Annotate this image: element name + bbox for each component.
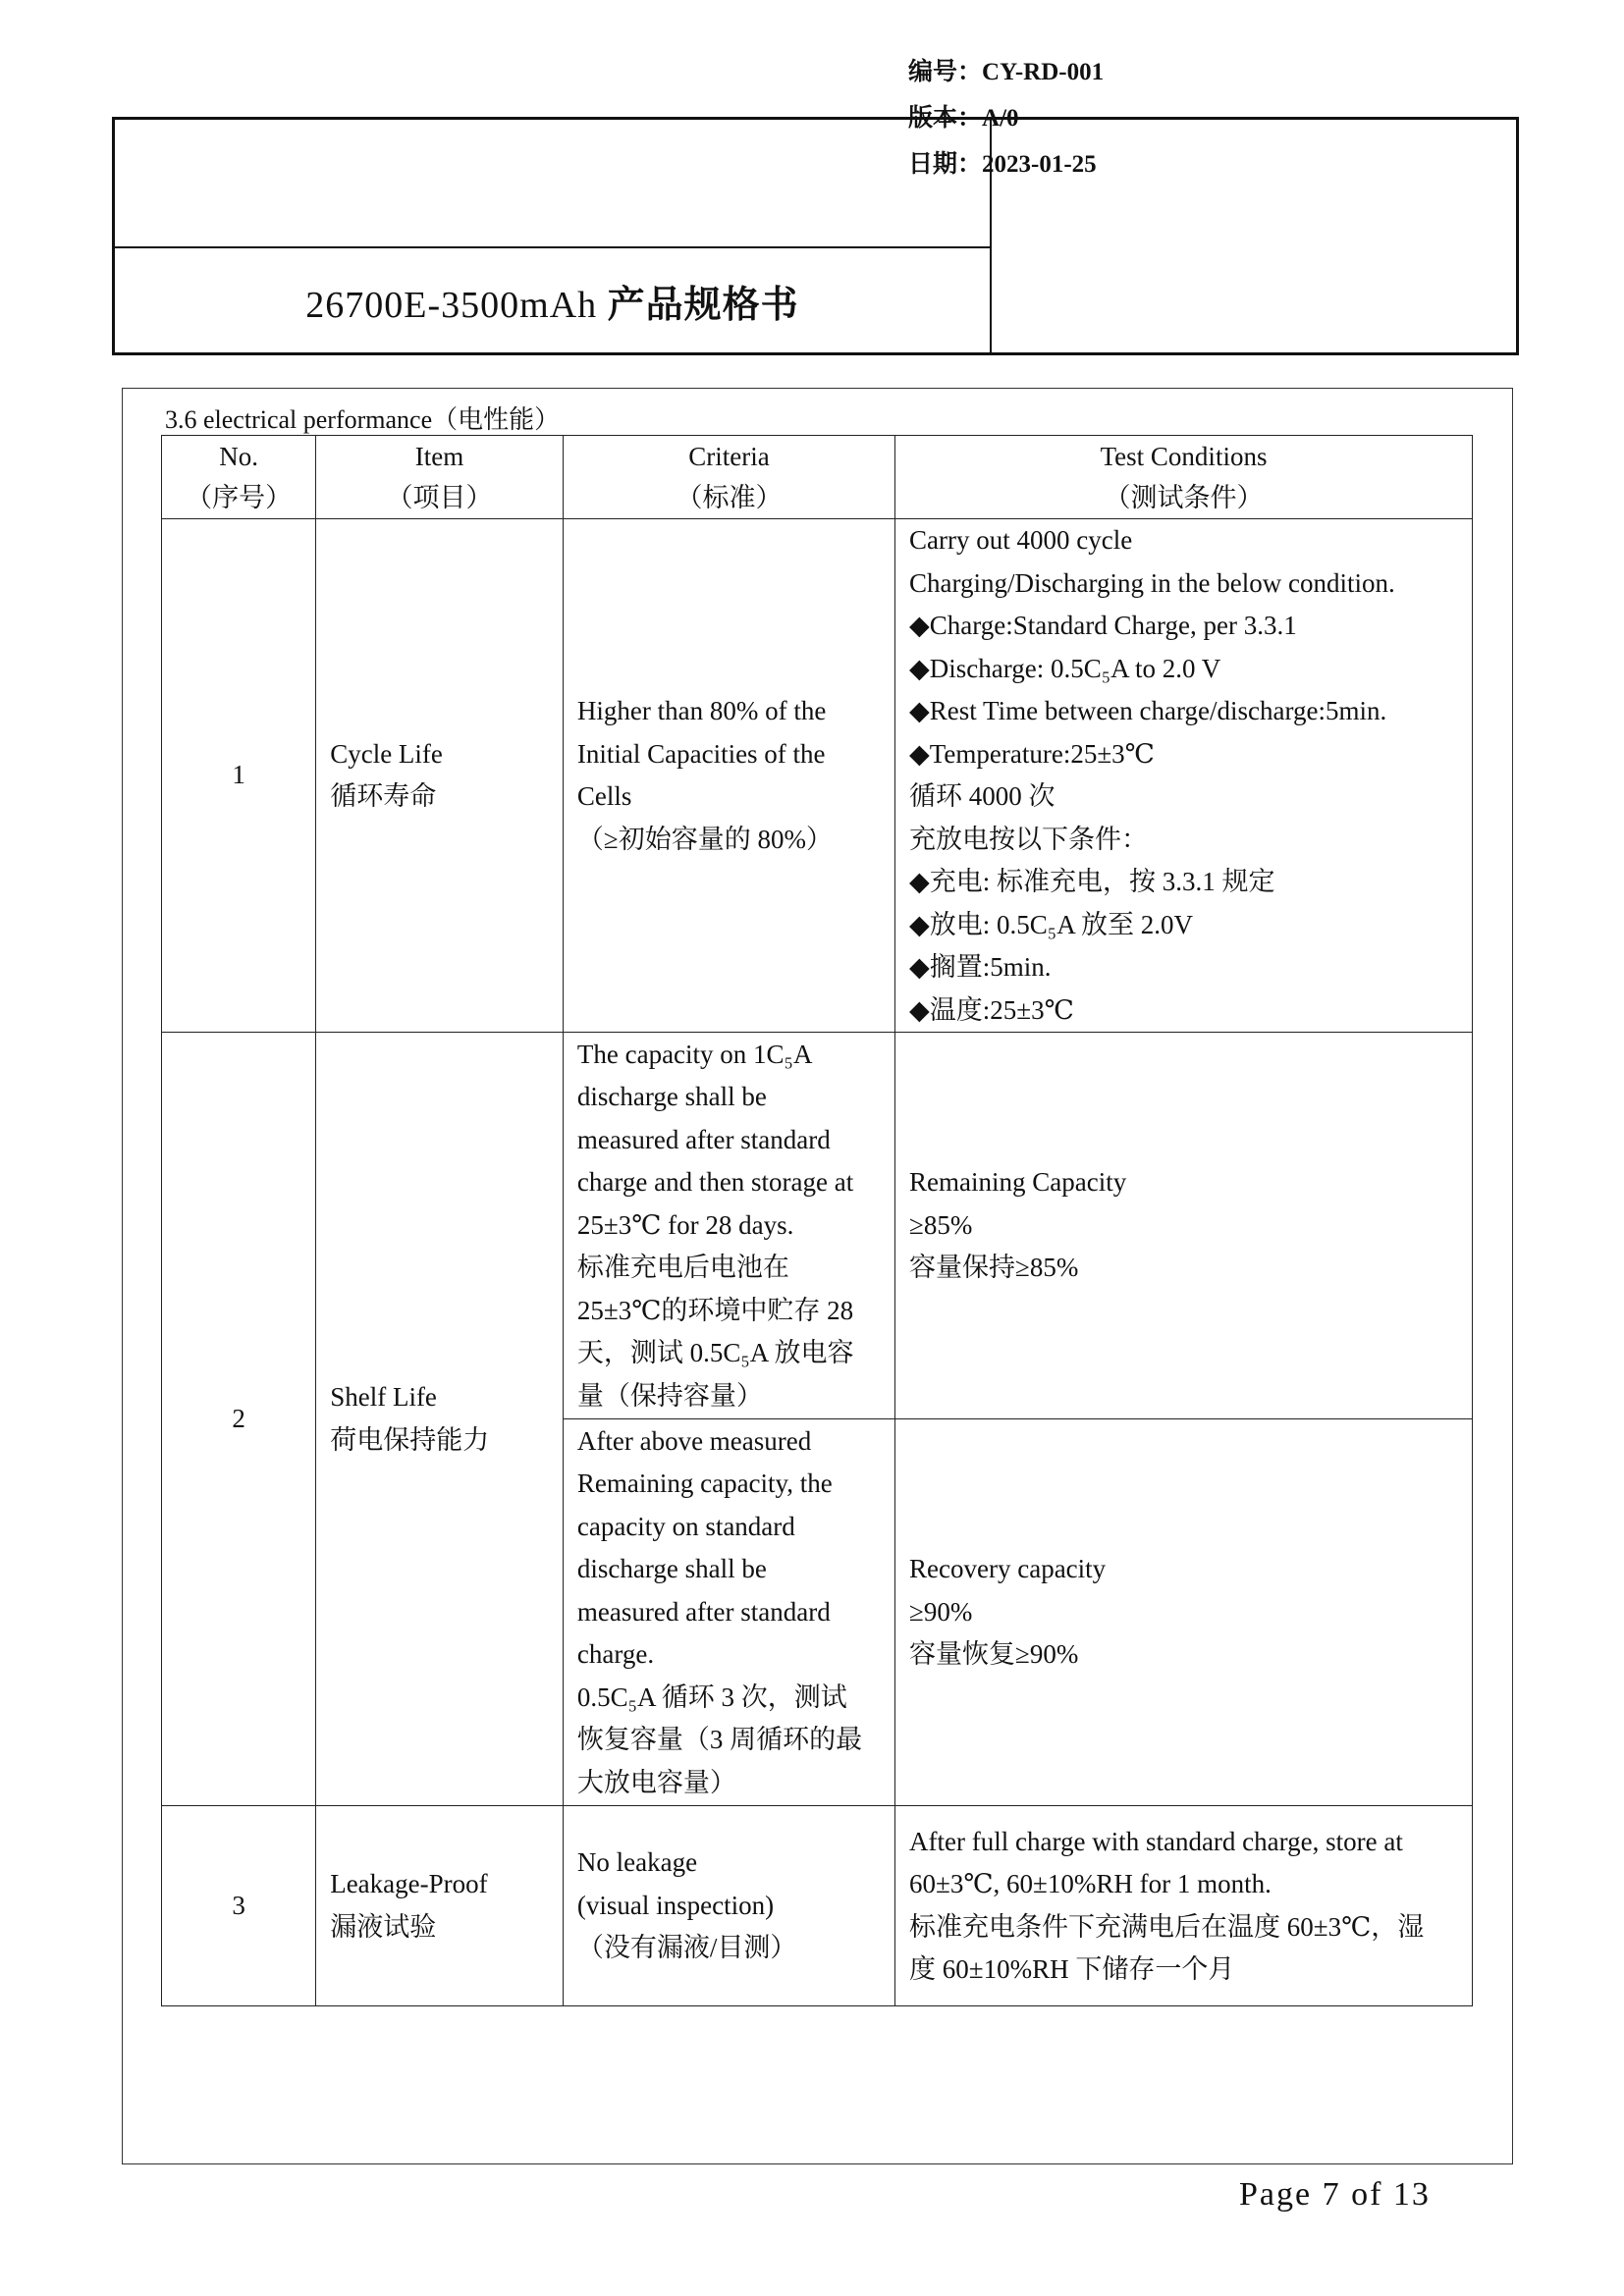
title-model: 26700E-3500mAh (305, 284, 598, 326)
row-conditions: Recovery capacity ≥90% 容量恢复≥90% (895, 1419, 1473, 1806)
doc-number: CY-RD-001 (982, 59, 1105, 85)
row-item: Shelf Life 荷电保持能力 (316, 1033, 564, 1806)
row-item: Cycle Life 循环寿命 (316, 519, 564, 1033)
electrical-performance-table (161, 435, 1473, 2006)
date-value: 2023-01-25 (982, 151, 1097, 178)
row-no: 2 (162, 1033, 316, 1806)
row-criteria: After above measured Remaining capacity, the capacity on standard discharge shall be measured after standard charge. 0.5C₅A 循环 3 次，测试 恢复容量（3 周循环的最 大放电容量） (563, 1419, 894, 1806)
version-label: 版本： (908, 105, 983, 132)
doc-number-label: 编号： (908, 59, 983, 85)
date-label: 日期： (908, 151, 983, 178)
row-conditions: Carry out 4000 cycle Charging/Discharging in the below condition. ◆Charge:Standard Charge, per 3.3.1 ◆Discharge: 0.5C₅A to 2.0 V ◆Rest Time between charge/discharge:5min. ◆Temperature:25±3℃ 循环 4000 次 充放电按以下条件： ◆充电: 标准充电，按 3.3.1 规定 ◆放电: 0.5C₅A 放至 2.0V ◆搁置:5min. ◆温度:25±3℃ (895, 519, 1473, 1033)
table-row (162, 1806, 1473, 2006)
title-chinese: 产品规格书 (607, 284, 799, 326)
row-criteria: Higher than 80% of the Initial Capacities of the Cells （≥初始容量的 80%） (563, 519, 894, 1033)
header-no: No. （序号） (162, 436, 316, 519)
row-conditions: After full charge with standard charge, store at 60±3℃, 60±10%RH for 1 month. 标准充电条件下充满电后在温度 60±3℃，湿 度 60±10%RH 下储存一个月 (895, 1806, 1473, 2006)
header-criteria: Criteria （标准） (563, 436, 894, 519)
date-row (908, 141, 1104, 187)
version-value: A/0 (982, 105, 1019, 132)
page-number: Page 7 of 13 (1239, 2176, 1431, 2213)
table-header-row (162, 436, 1473, 519)
document-title (305, 274, 798, 328)
document-meta (908, 49, 1104, 187)
header-title-cell (115, 248, 992, 352)
document-header (112, 117, 1519, 355)
row-no: 3 (162, 1806, 316, 2006)
table-row (162, 1033, 1473, 1419)
section-title: 3.6 electrical performance（电性能） (165, 405, 561, 434)
doc-number-row (908, 49, 1104, 95)
row-criteria: The capacity on 1C₅A discharge shall be measured after standard charge and then storage at 25±3℃ for 28 days. 标准充电后电池在 25±3℃的环境中贮存 28 天，测试 0.5C₅A 放电容 量（保持容量） (563, 1033, 894, 1419)
row-criteria: No leakage (visual inspection) （没有漏液/目测） (563, 1806, 894, 2006)
row-no: 1 (162, 519, 316, 1033)
table-row (162, 519, 1473, 1033)
row-item: Leakage-Proof 漏液试验 (316, 1806, 564, 2006)
row-conditions: Remaining Capacity ≥85% 容量保持≥85% (895, 1033, 1473, 1419)
header-item: Item （项目） (316, 436, 564, 519)
header-test-conditions: Test Conditions （测试条件） (895, 436, 1473, 519)
version-row (908, 95, 1104, 141)
header-blank-cell (115, 120, 992, 248)
